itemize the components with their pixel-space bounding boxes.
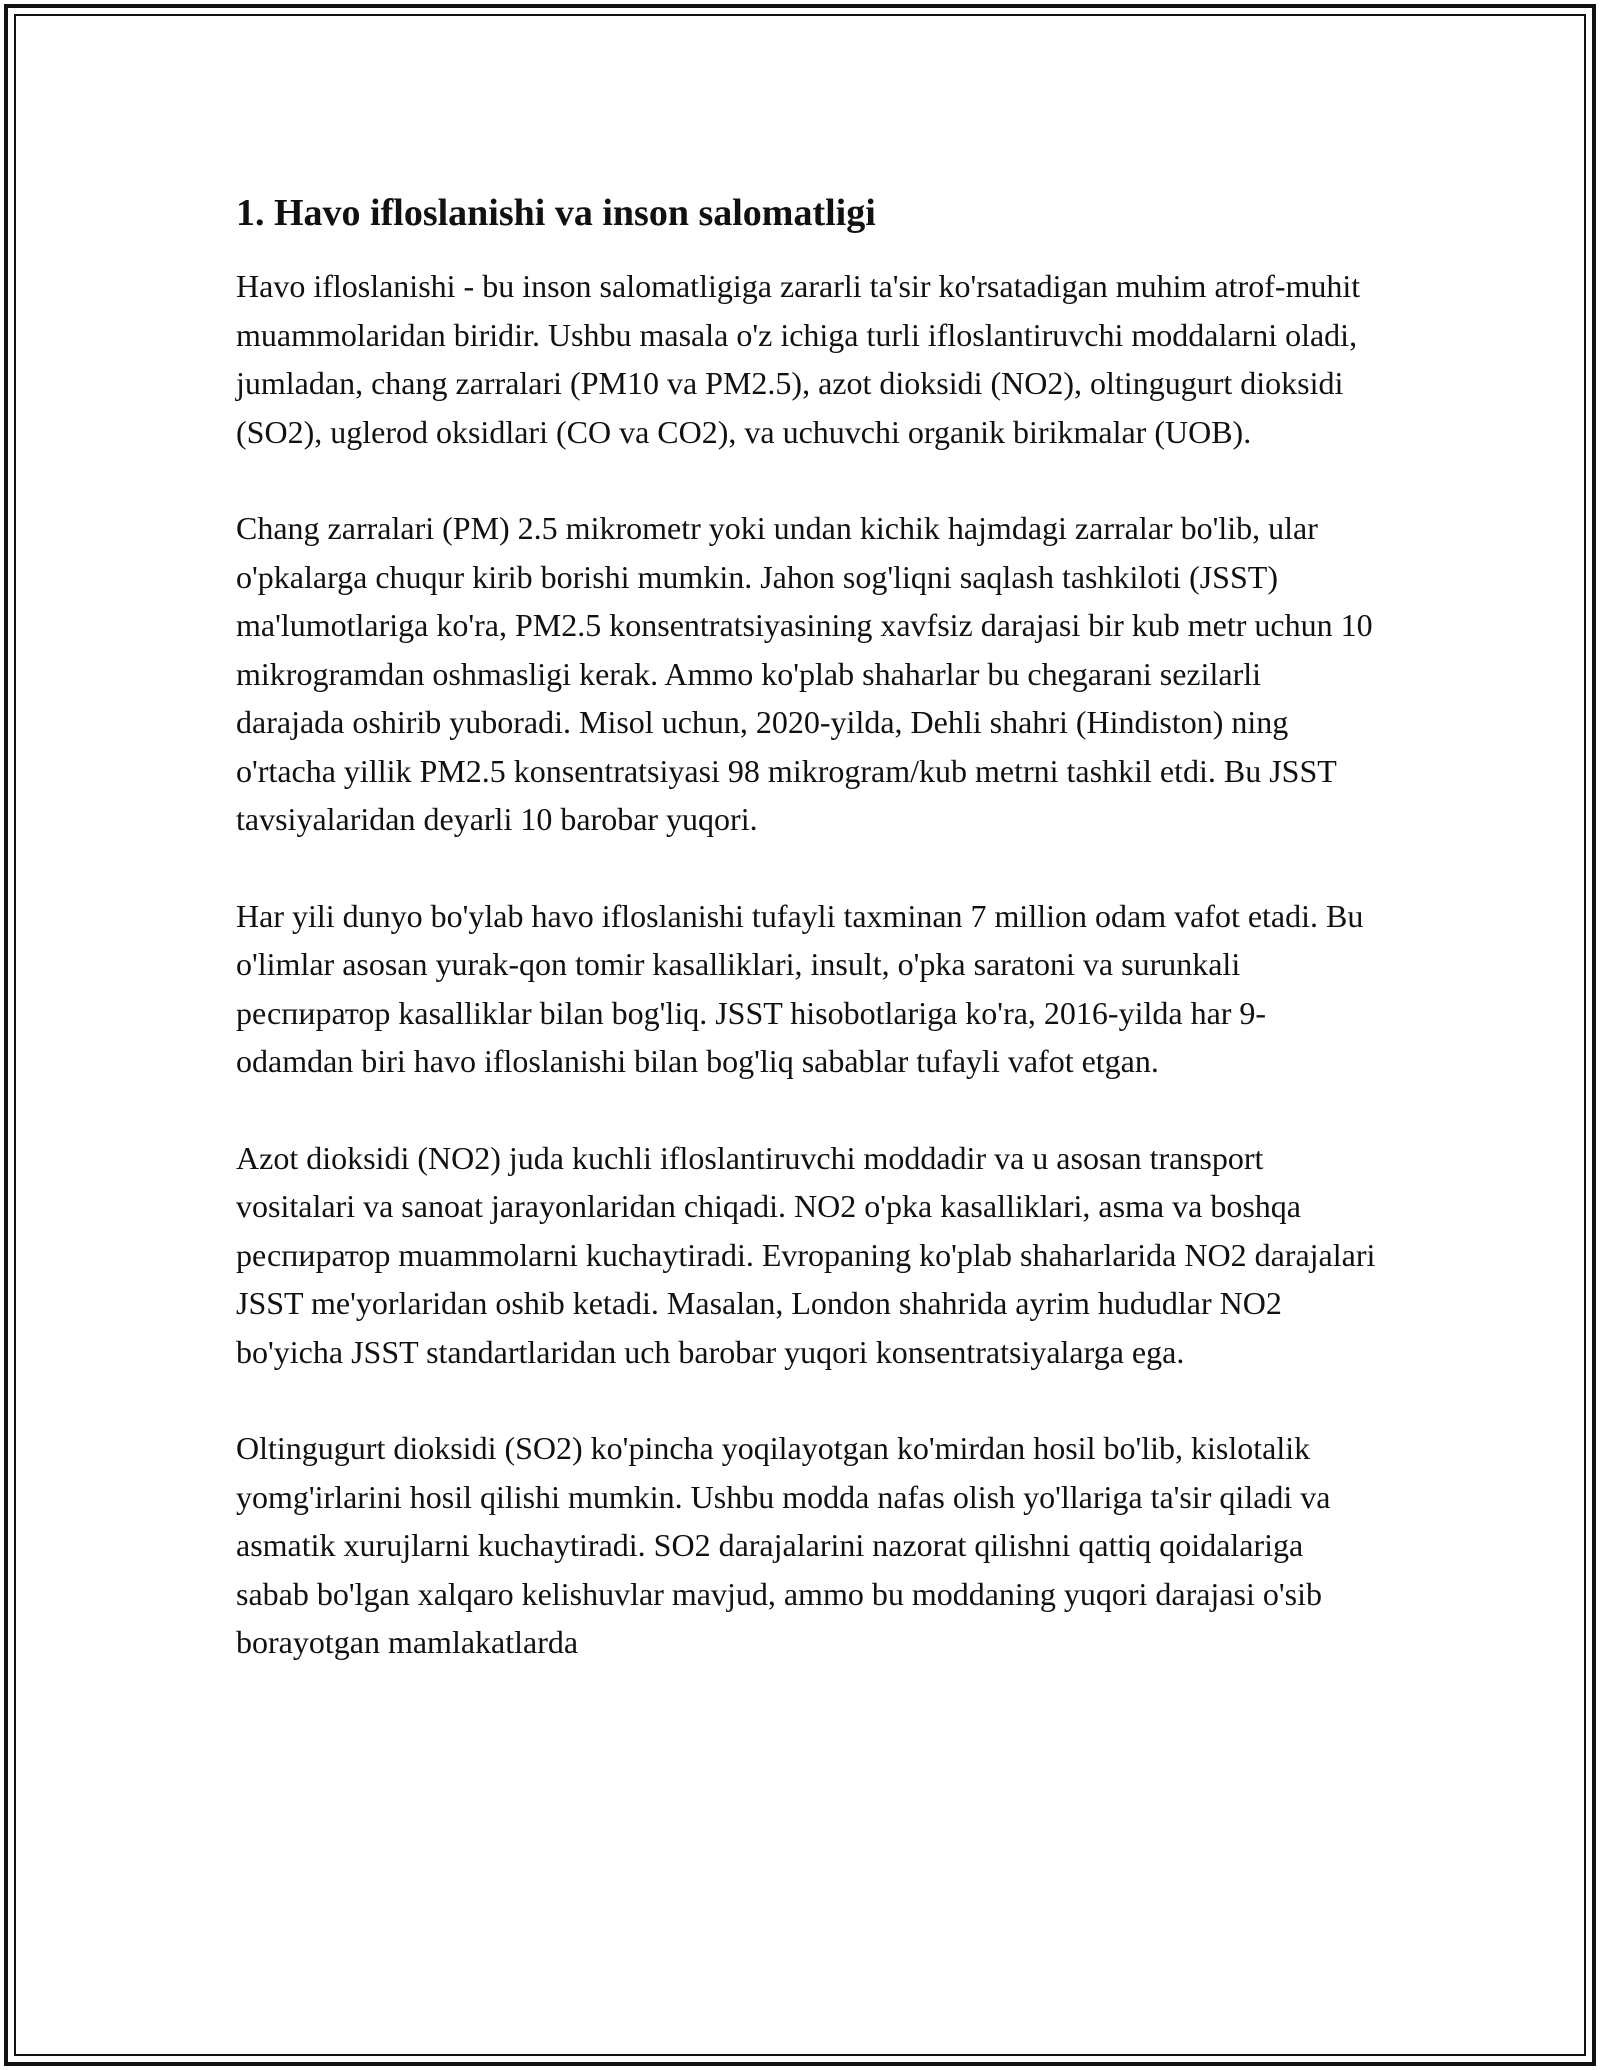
- paragraph-intro: Havo ifloslanishi - bu inson salomatligiga zararli ta'sir ko'rsatadigan muhim atrof-muhit muammolaridan biridir. Ushbu masala o'z ichiga turli ifloslantiruvchi moddalarni oladi, jumladan, chang zarralari (PM10 va PM2.5), azot dioksidi (NO2), oltingugurt dioksidi (SO2), uglerod oksidlari (CO va CO2), va uchuvchi organik birikmalar (UOB).: [236, 268, 1361, 450]
- paragraph-particulate-matter: Chang zarralari (PM) 2.5 mikrometr yoki undan kichik hajmdagi zarralar bo'lib, ular o'pkalarga chuqur kirib borishi mumkin. Jahon sog'liqni saqlash tashkiloti (JSST) ma'lumotlariga ko'ra, PM2.5 konsentratsiyasining xavfsiz darajasi bir kub metr uchun 10 mikrogramdan oshmasligi kerak. Ammo ko'plab shaharlar bu chegarani sezilarli darajada oshirib yuboradi. Misol uchun, 2020-yilda, Dehli shahri (Hindiston) ning o'rtacha yillik PM2.5 konsentratsiyasi 98 mikrogram/kub metrni tashkil etdi. Bu JSST tavsiyalaridan deyarli 10 barobar yuqori.: [236, 510, 1373, 837]
- paragraph-mortality: Har yili dunyo bo'ylab havo ifloslanishi tufayli taxminan 7 million odam vafot etadi. Bu o'limlar asosan yurak-qon tomir kasalliklari, insult, o'pka saratoni va surunkali респиратор kasalliklar bilan bog'liq. JSST hisobotlariga ko'ra, 2016-yilda har 9-odamdan biri havo ifloslanishi bilan bog'liq sabablar tufayli vafot etgan.: [236, 897, 1364, 1079]
- section-title: 1. Havo ifloslanishi va inson salomatligi: [236, 192, 876, 234]
- paragraph-nitrogen-dioxide: Azot dioksidi (NO2) juda kuchli ifloslantiruvchi moddadir va u asosan transport vositalari va sanoat jarayonlaridan chiqadi. NO2 o'pka kasalliklari, asma va boshqa респиратор muammolarni kuchaytiradi. Evropaning ko'plab shaharlarida NO2 darajalari JSST me'yorlaridan oshib ketadi. Masalan, London shahrida ayrim hududlar NO2 bo'yicha JSST standartlaridan uch barobar yuqori konsentratsiyalarga ega.: [236, 1139, 1376, 1370]
- document-body: [236, 186, 1376, 1667]
- paragraph-sulfur-dioxide: Oltingugurt dioksidi (SO2) ko'pincha yoqilayotgan ko'mirdan hosil bo'lib, kislotalik yomg'irlarini hosil qilishi mumkin. Ushbu modda nafas olish yo'llariga ta'sir qiladi va asmatik xurujlarni kuchaytiradi. SO2 darajalarini nazorat qilishni qattiq qoidalariga sabab bo'lgan xalqaro kelishuvlar mavjud, ammo bu moddaning yuqori darajasi o'sib borayotgan mamlakatlarda: [236, 1430, 1331, 1660]
